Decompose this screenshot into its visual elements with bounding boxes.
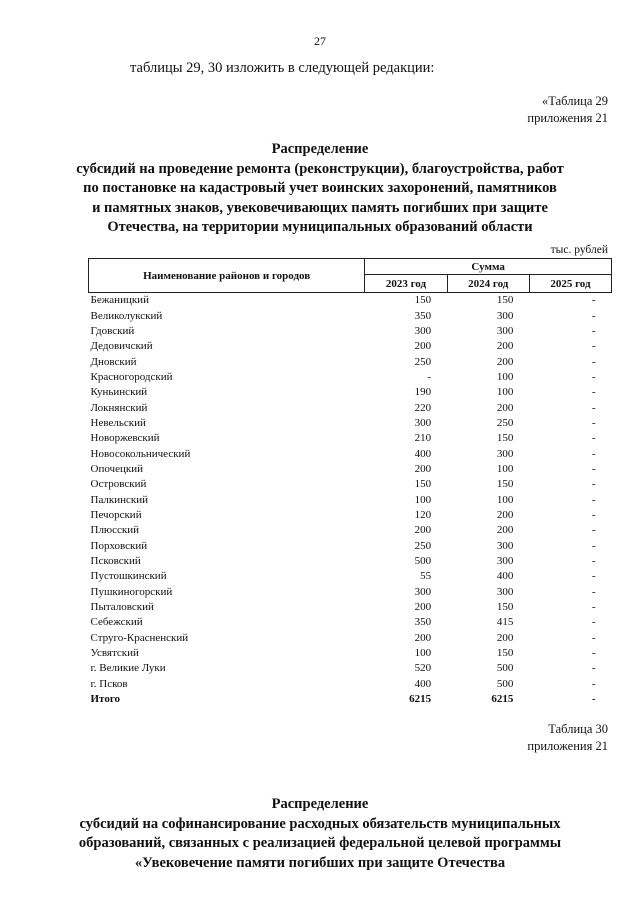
value-2025-cell: - bbox=[591, 447, 596, 460]
value-2024-cell: 300 bbox=[496, 324, 514, 337]
value-2025-cell: - bbox=[591, 294, 596, 307]
table-row bbox=[89, 416, 612, 431]
table-row bbox=[89, 354, 612, 369]
district-name-cell: Итого bbox=[90, 693, 121, 706]
district-name-cell: Плюсский bbox=[90, 524, 140, 537]
value-2023-cell: 100 bbox=[414, 493, 432, 506]
value-2025-cell: - bbox=[591, 677, 596, 690]
title-line: субсидий на проведение ремонта (реконструкции), благоустройства, работ bbox=[76, 160, 564, 177]
district-name-cell: Дновский bbox=[90, 355, 137, 368]
table-row bbox=[89, 492, 612, 507]
value-2023-cell: 55 bbox=[420, 570, 432, 583]
table-row bbox=[89, 600, 612, 615]
value-2025-cell: - bbox=[591, 539, 596, 552]
table-row bbox=[89, 477, 612, 492]
title-line: и памятных знаков, увековечивающих память погибших при защите bbox=[92, 199, 548, 216]
value-2024-cell: 500 bbox=[496, 677, 514, 690]
table29-reference bbox=[527, 93, 608, 127]
value-2024-cell: 150 bbox=[496, 478, 514, 491]
value-2024-cell: 500 bbox=[496, 662, 514, 675]
table-row bbox=[89, 523, 612, 538]
value-2025-cell: - bbox=[591, 432, 596, 445]
value-2024-cell: 200 bbox=[496, 340, 514, 353]
value-2025-cell: - bbox=[591, 493, 596, 506]
table29-ref-line1: «Таблица 29 bbox=[542, 94, 608, 108]
page-number: 27 bbox=[314, 34, 326, 48]
value-2024-cell: 150 bbox=[496, 601, 514, 614]
table-row bbox=[89, 615, 612, 630]
value-2025-cell: - bbox=[591, 631, 596, 644]
value-2025-cell: - bbox=[591, 401, 596, 414]
district-name-cell: Бежаницкий bbox=[90, 294, 149, 307]
table-row bbox=[89, 646, 612, 661]
table-row bbox=[89, 293, 612, 309]
intro-text: таблицы 29, 30 изложить в следующей редакции: bbox=[130, 60, 435, 76]
value-2023-cell: 500 bbox=[414, 555, 432, 568]
value-2023-cell: 300 bbox=[414, 585, 432, 598]
district-name-cell: Усвятский bbox=[90, 647, 139, 660]
value-2023-cell: 220 bbox=[414, 401, 432, 414]
table-row bbox=[89, 554, 612, 569]
table30-reference bbox=[527, 721, 608, 755]
unit-label: тыс. рублей bbox=[550, 244, 608, 256]
title-line: Распределение bbox=[271, 796, 369, 812]
table-row bbox=[89, 585, 612, 600]
subsidy-table bbox=[88, 258, 612, 707]
table30-title bbox=[0, 795, 640, 873]
value-2025-cell: - bbox=[591, 601, 596, 614]
district-name-cell: Дедовичский bbox=[90, 340, 153, 353]
value-2023-cell: 520 bbox=[414, 662, 432, 675]
value-2024-cell: 200 bbox=[496, 631, 514, 644]
district-name-cell: Опочецкий bbox=[90, 462, 143, 475]
value-2025-cell: - bbox=[591, 570, 596, 583]
value-2023-cell: 200 bbox=[414, 340, 432, 353]
value-2025-cell: - bbox=[591, 693, 596, 706]
value-2023-cell: 200 bbox=[414, 462, 432, 475]
value-2023-cell: 300 bbox=[414, 324, 432, 337]
table-row bbox=[89, 431, 612, 446]
value-2024-cell: 100 bbox=[496, 386, 514, 399]
value-2023-cell: 350 bbox=[414, 616, 432, 629]
table-row bbox=[89, 462, 612, 477]
table-row bbox=[89, 539, 612, 554]
table-row bbox=[89, 370, 612, 385]
value-2023-cell: 210 bbox=[414, 432, 432, 445]
value-2024-cell: 200 bbox=[496, 401, 514, 414]
table-row bbox=[89, 400, 612, 415]
value-2025-cell: - bbox=[591, 340, 596, 353]
table30-ref-line2: приложения 21 bbox=[527, 739, 608, 753]
value-2024-cell: 150 bbox=[496, 647, 514, 660]
value-2023-cell: 6215 bbox=[409, 693, 432, 706]
value-2025-cell: - bbox=[591, 355, 596, 368]
district-name-cell: Струго-Красненский bbox=[90, 631, 189, 644]
value-2024-cell: 300 bbox=[496, 309, 514, 322]
value-2023-cell: - bbox=[427, 370, 432, 383]
value-2025-cell: - bbox=[591, 662, 596, 675]
table-row bbox=[89, 308, 612, 323]
value-2023-cell: 200 bbox=[414, 601, 432, 614]
value-2023-cell: 400 bbox=[414, 447, 432, 460]
value-2023-cell: 120 bbox=[414, 508, 432, 521]
value-2024-cell: 150 bbox=[496, 432, 514, 445]
table-row bbox=[89, 324, 612, 339]
value-2024-cell: 400 bbox=[496, 570, 514, 583]
value-2023-cell: 100 bbox=[414, 647, 432, 660]
district-name-cell: Невельский bbox=[90, 416, 146, 429]
district-name-cell: Красногородский bbox=[90, 370, 173, 383]
district-name-cell: Новоржевский bbox=[90, 432, 160, 445]
title-line: Отечества, на территории муниципальных образований области bbox=[107, 219, 533, 235]
value-2025-cell: - bbox=[591, 585, 596, 598]
value-2023-cell: 400 bbox=[414, 677, 432, 690]
table-row bbox=[89, 631, 612, 646]
value-2024-cell: 200 bbox=[496, 355, 514, 368]
table-row bbox=[89, 508, 612, 523]
value-2023-cell: 190 bbox=[414, 386, 432, 399]
value-2023-cell: 300 bbox=[414, 416, 432, 429]
table-row bbox=[89, 385, 612, 400]
district-name-cell: Пыталовский bbox=[90, 601, 154, 614]
district-name-cell: Пушкиногорский bbox=[90, 585, 173, 598]
title-line: образований, связанных с реализацией федеральной целевой программы bbox=[78, 835, 562, 851]
value-2023-cell: 150 bbox=[414, 478, 432, 491]
table-body bbox=[89, 293, 612, 708]
title-line: Распределение bbox=[271, 141, 369, 157]
district-name-cell: Локнянский bbox=[90, 401, 148, 414]
value-2023-cell: 350 bbox=[414, 309, 432, 322]
district-name-cell: Себежский bbox=[90, 616, 143, 629]
value-2025-cell: - bbox=[591, 508, 596, 521]
value-2024-cell: 300 bbox=[496, 539, 514, 552]
district-name-cell: Великолукский bbox=[90, 309, 163, 322]
table-row bbox=[89, 339, 612, 354]
value-2025-cell: - bbox=[591, 416, 596, 429]
header-year-2025: 2025 год bbox=[529, 275, 611, 293]
value-2024-cell: 415 bbox=[496, 616, 514, 629]
district-name-cell: Печорский bbox=[90, 508, 142, 521]
value-2023-cell: 250 bbox=[414, 355, 432, 368]
header-name: Наименование районов и городов bbox=[89, 259, 365, 293]
value-2023-cell: 150 bbox=[414, 294, 432, 307]
value-2025-cell: - bbox=[591, 386, 596, 399]
district-name-cell: Новосокольнический bbox=[90, 447, 191, 460]
district-name-cell: г. Псков bbox=[90, 677, 128, 690]
district-name-cell: Островский bbox=[90, 478, 147, 491]
title-line: субсидий на софинансирование расходных обязательств муниципальных bbox=[79, 815, 561, 832]
value-2025-cell: - bbox=[591, 647, 596, 660]
value-2025-cell: - bbox=[591, 462, 596, 475]
value-2024-cell: 150 bbox=[496, 294, 514, 307]
value-2024-cell: 200 bbox=[496, 524, 514, 537]
value-2025-cell: - bbox=[591, 524, 596, 537]
value-2025-cell: - bbox=[591, 324, 596, 337]
table-row bbox=[89, 569, 612, 584]
district-name-cell: Пустошкинский bbox=[90, 570, 167, 583]
district-name-cell: Гдовский bbox=[90, 324, 135, 337]
value-2024-cell: 250 bbox=[496, 416, 514, 429]
value-2024-cell: 6215 bbox=[491, 693, 514, 706]
district-name-cell: Порховский bbox=[90, 539, 148, 552]
table30-ref-line1: Таблица 30 bbox=[548, 722, 608, 736]
table-row bbox=[89, 661, 612, 676]
value-2024-cell: 300 bbox=[496, 447, 514, 460]
table-row bbox=[89, 446, 612, 461]
value-2024-cell: 300 bbox=[496, 555, 514, 568]
value-2024-cell: 100 bbox=[496, 493, 514, 506]
value-2025-cell: - bbox=[591, 616, 596, 629]
district-name-cell: г. Великие Луки bbox=[90, 662, 166, 675]
district-name-cell: Псковский bbox=[90, 555, 141, 568]
table29-ref-line2: приложения 21 bbox=[527, 111, 608, 125]
header-year-2023: 2023 год bbox=[365, 275, 447, 293]
value-2025-cell: - bbox=[591, 478, 596, 491]
value-2025-cell: - bbox=[591, 370, 596, 383]
table29-title bbox=[0, 140, 640, 238]
district-name-cell: Палкинский bbox=[90, 493, 149, 506]
table-row bbox=[89, 677, 612, 692]
value-2024-cell: 100 bbox=[496, 370, 514, 383]
value-2023-cell: 200 bbox=[414, 524, 432, 537]
total-row bbox=[89, 692, 612, 707]
value-2023-cell: 200 bbox=[414, 631, 432, 644]
title-line: по постановке на кадастровый учет воинских захоронений, памятников bbox=[83, 180, 557, 196]
value-2024-cell: 200 bbox=[496, 508, 514, 521]
value-2024-cell: 300 bbox=[496, 585, 514, 598]
value-2025-cell: - bbox=[591, 309, 596, 322]
title-line: «Увековечение памяти погибших при защите Отечества bbox=[134, 854, 506, 871]
header-year-2024: 2024 год bbox=[447, 275, 529, 293]
header-sum: Сумма bbox=[365, 259, 612, 275]
district-name-cell: Куньинский bbox=[90, 386, 148, 399]
value-2024-cell: 100 bbox=[496, 462, 514, 475]
value-2025-cell: - bbox=[591, 555, 596, 568]
value-2023-cell: 250 bbox=[414, 539, 432, 552]
